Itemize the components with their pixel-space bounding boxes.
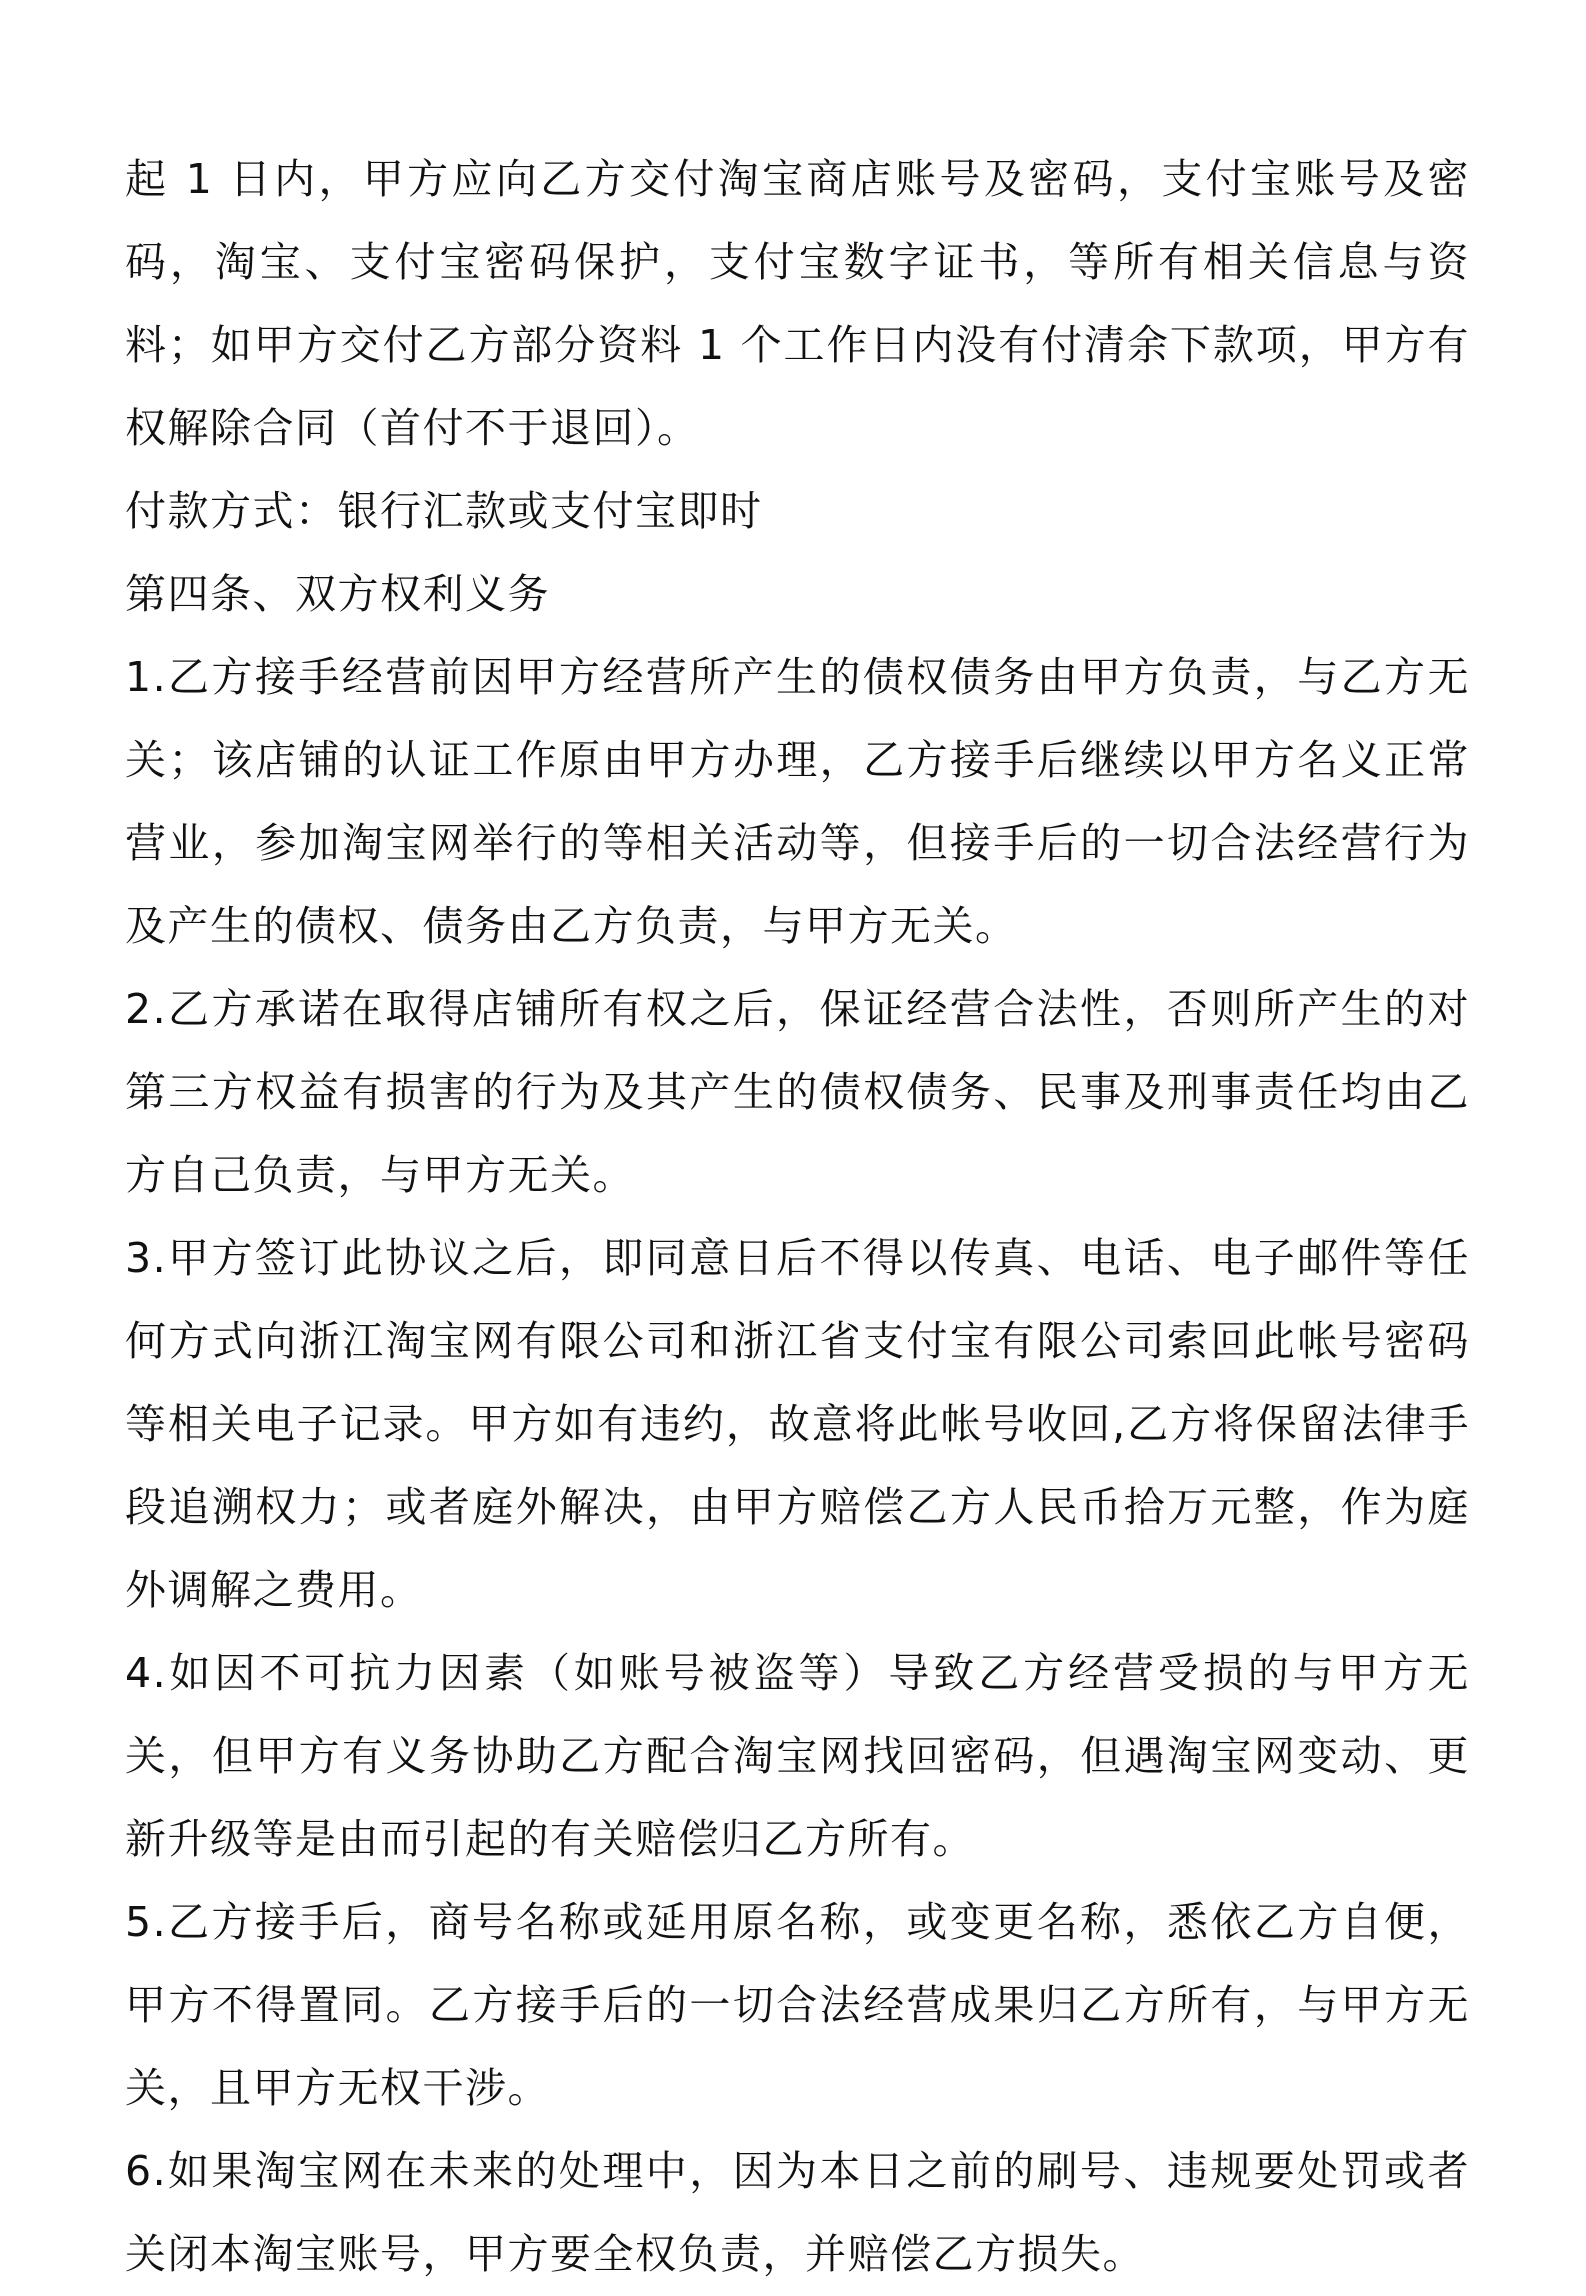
- clause-5: 5.乙方接手后，商号名称或延用原名称，或变更名称，悉依乙方自便，甲方不得置同。乙方接手后的一切合法经营成果归乙方所有，与甲方无关，且甲方无权干涉。: [125, 1898, 1470, 2112]
- paragraph-delivery-terms: 起 1 日内，甲方应向乙方交付淘宝商店账号及密码，支付宝账号及密码，淘宝、支付宝密码保护，支付宝数字证书，等所有相关信息与资料；如甲方交付乙方部分资料 1 个工作日内没有付清余下款项，甲方有权解除合同（首付不于退回）。: [125, 155, 1470, 452]
- clause-6: 6.如果淘宝网在未来的处理中，因为本日之前的刷号、违规要处罚或者关闭本淘宝账号，甲方要全权负责，并赔偿乙方损失。: [125, 2147, 1470, 2278]
- clause-1: 1.乙方接手经营前因甲方经营所产生的债权债务由甲方负责，与乙方无关；该店铺的认证工作原由甲方办理，乙方接手后继续以甲方名义正常营业，参加淘宝网举行的等相关活动等，但接手后的一切合法经营行为及产生的债权、债务由乙方负责，与甲方无关。: [125, 653, 1470, 950]
- document-body: [125, 138, 1470, 2296]
- paragraph-payment-method: 付款方式：银行汇款或支付宝即时: [125, 487, 763, 535]
- clause-2: 2.乙方承诺在取得店铺所有权之后，保证经营合法性，否则所产生的对第三方权益有损害的行为及其产生的债权债务、民事及刑事责任均由乙方自己负责，与甲方无关。: [125, 985, 1470, 1199]
- section-heading-article-4: 第四条、双方权利义务: [125, 570, 550, 618]
- clause-3: 3.甲方签订此协议之后，即同意日后不得以传真、电话、电子邮件等任何方式向浙江淘宝网有限公司和浙江省支付宝有限公司索回此帐号密码等相关电子记录。甲方如有违约，故意将此帐号收回,乙方将保留法律手段追溯权力；或者庭外解决，由甲方赔偿乙方人民币拾万元整，作为庭外调解之费用。: [125, 1234, 1470, 1614]
- clause-4: 4.如因不可抗力因素（如账号被盗等）导致乙方经营受损的与甲方无关，但甲方有义务协助乙方配合淘宝网找回密码，但遇淘宝网变动、更新升级等是由而引起的有关赔偿归乙方所有。: [125, 1649, 1470, 1863]
